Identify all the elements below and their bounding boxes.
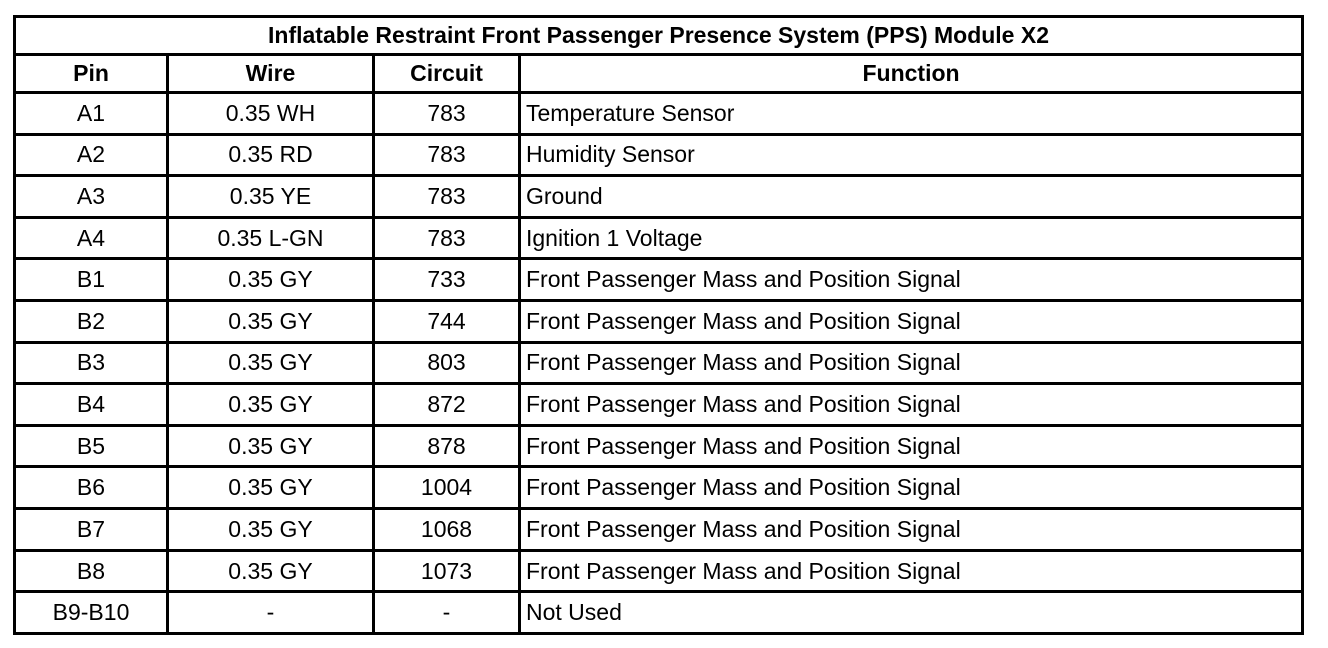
wire-cell: 0.35 RD (168, 134, 374, 176)
table-row (15, 176, 1303, 218)
pin-cell: B9-B10 (15, 592, 168, 634)
function-cell: Front Passenger Mass and Position Signal (520, 384, 1303, 426)
table-row (15, 467, 1303, 509)
wire-cell: 0.35 WH (168, 93, 374, 135)
wire-cell: 0.35 GY (168, 425, 374, 467)
connector-pinout-table (13, 15, 1304, 635)
circuit-cell: 783 (374, 134, 520, 176)
column-header-circuit: Circuit (374, 55, 520, 93)
function-cell: Front Passenger Mass and Position Signal (520, 259, 1303, 301)
circuit-cell: 783 (374, 93, 520, 135)
table-body (15, 93, 1303, 634)
wire-cell: 0.35 GY (168, 301, 374, 343)
pin-cell: B2 (15, 301, 168, 343)
wire-cell: 0.35 YE (168, 176, 374, 218)
column-header-function: Function (520, 55, 1303, 93)
pin-cell: B1 (15, 259, 168, 301)
function-cell: Humidity Sensor (520, 134, 1303, 176)
wire-cell: 0.35 L-GN (168, 217, 374, 259)
function-cell: Ignition 1 Voltage (520, 217, 1303, 259)
table-row (15, 550, 1303, 592)
function-cell: Front Passenger Mass and Position Signal (520, 550, 1303, 592)
table-head (15, 17, 1303, 93)
table-row (15, 301, 1303, 343)
table-row (15, 259, 1303, 301)
column-header-pin: Pin (15, 55, 168, 93)
table-row (15, 425, 1303, 467)
function-cell: Front Passenger Mass and Position Signal (520, 342, 1303, 384)
function-cell: Front Passenger Mass and Position Signal (520, 509, 1303, 551)
function-cell: Front Passenger Mass and Position Signal (520, 301, 1303, 343)
wire-cell: 0.35 GY (168, 384, 374, 426)
circuit-cell: 744 (374, 301, 520, 343)
function-cell: Ground (520, 176, 1303, 218)
table-row (15, 342, 1303, 384)
circuit-cell: - (374, 592, 520, 634)
pin-cell: A1 (15, 93, 168, 135)
pin-cell: B3 (15, 342, 168, 384)
wire-cell: 0.35 GY (168, 467, 374, 509)
circuit-cell: 1068 (374, 509, 520, 551)
table-row (15, 509, 1303, 551)
pin-cell: B6 (15, 467, 168, 509)
wire-cell: 0.35 GY (168, 550, 374, 592)
wire-cell: 0.35 GY (168, 509, 374, 551)
pin-cell: A3 (15, 176, 168, 218)
circuit-cell: 733 (374, 259, 520, 301)
function-cell: Front Passenger Mass and Position Signal (520, 425, 1303, 467)
circuit-cell: 1073 (374, 550, 520, 592)
pin-cell: B7 (15, 509, 168, 551)
pin-cell: A2 (15, 134, 168, 176)
column-header-wire: Wire (168, 55, 374, 93)
wire-cell: 0.35 GY (168, 259, 374, 301)
circuit-cell: 783 (374, 217, 520, 259)
circuit-cell: 803 (374, 342, 520, 384)
table-row (15, 217, 1303, 259)
header-row (15, 55, 1303, 93)
wire-cell: - (168, 592, 374, 634)
circuit-cell: 878 (374, 425, 520, 467)
table-row (15, 93, 1303, 135)
table-row (15, 592, 1303, 634)
circuit-cell: 872 (374, 384, 520, 426)
table-row (15, 134, 1303, 176)
pin-cell: B4 (15, 384, 168, 426)
function-cell: Front Passenger Mass and Position Signal (520, 467, 1303, 509)
pin-cell: B5 (15, 425, 168, 467)
table-title: Inflatable Restraint Front Passenger Presence System (PPS) Module X2 (15, 17, 1303, 55)
pin-cell: B8 (15, 550, 168, 592)
function-cell: Temperature Sensor (520, 93, 1303, 135)
wire-cell: 0.35 GY (168, 342, 374, 384)
title-row (15, 17, 1303, 55)
table-row (15, 384, 1303, 426)
pin-cell: A4 (15, 217, 168, 259)
function-cell: Not Used (520, 592, 1303, 634)
circuit-cell: 783 (374, 176, 520, 218)
circuit-cell: 1004 (374, 467, 520, 509)
